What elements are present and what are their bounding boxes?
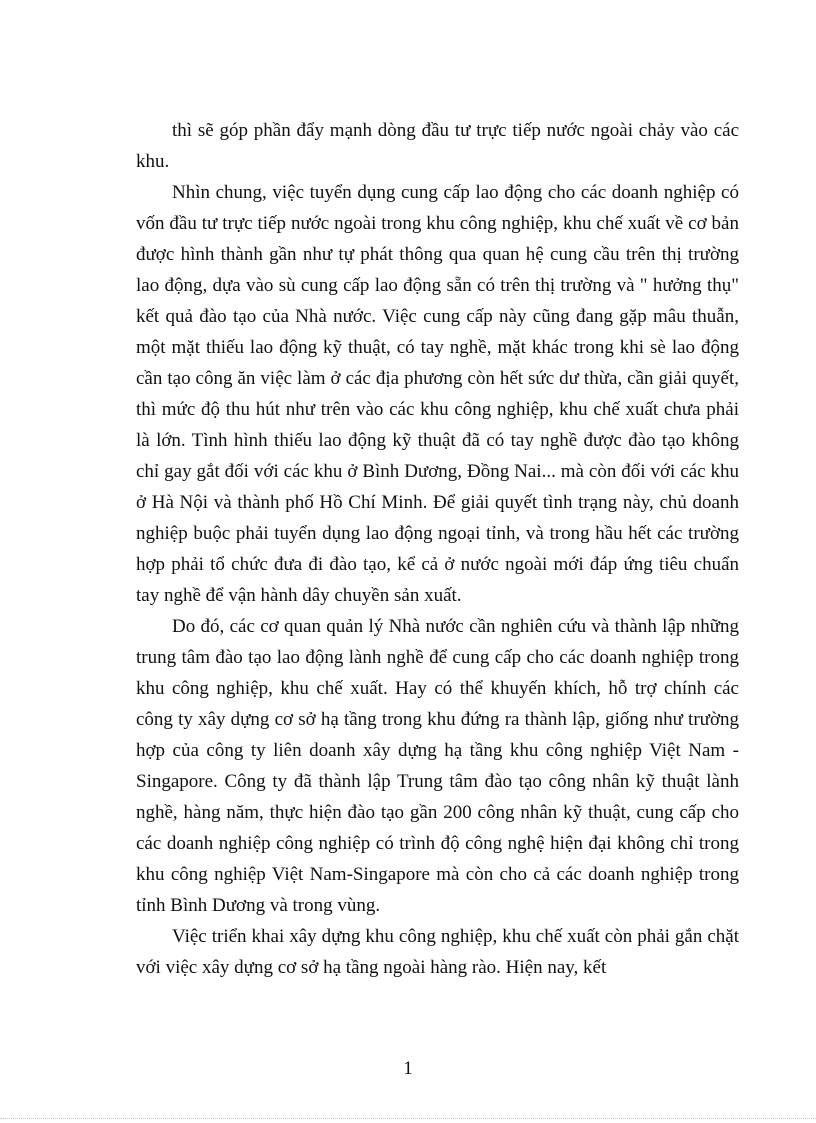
body-text [136, 115, 739, 983]
paragraph-training-centers: Do đó, các cơ quan quản lý Nhà nước cần nghiên cứu và thành lập những trung tâm đào tạo lao động lành nghề để cung cấp cho các doanh nghiệp trong khu công nghiệp, khu chế xuất. Hay có thể khuyến khích, hỗ trợ chính các công ty xây dựng cơ sở hạ tầng trong khu đứng ra thành lập, giống như trường hợp của công ty liên doanh xây dựng hạ tầng khu công nghiệp Việt Nam - Singapore. Công ty đã thành lập Trung tâm đào tạo công nhân kỹ thuật lành nghề, hàng năm, thực hiện đào tạo gần 200 công nhân kỹ thuật, cung cấp cho các doanh nghiệp công nghiệp có trình độ công nghệ hiện đại không chỉ trong khu công nghiệp Việt Nam-Singapore mà còn cho cả các doanh nghiệp trong tỉnh Bình Dương và trong vùng. [136, 616, 739, 916]
page-number: 1 [403, 1058, 413, 1079]
paragraph-infrastructure: Việc triển khai xây dựng khu công nghiệp, khu chế xuất còn phải gắn chặt với việc xây dựng cơ sở hạ tầng ngoài hàng rào. Hiện nay, kết [136, 926, 739, 978]
paragraph-labor-recruitment: Nhìn chung, việc tuyển dụng cung cấp lao động cho các doanh nghiệp có vốn đầu tư trực tiếp nước ngoài trong khu công nghiệp, khu chế xuất về cơ bản được hình thành gần như tự phát thông qua quan hệ cung cầu trên thị trường lao động, dựa vào sù cung cấp lao động sẵn có trên thị trường và " hưởng thụ" kết quả đào tạo của Nhà nước. Việc cung cấp này cũng đang gặp mâu thuẫn, một mặt thiếu lao động kỹ thuật, có tay nghề, mặt khác trong khi sè lao động cần tạo công ăn việc làm ở các địa phương còn hết sức dư thừa, cần giải quyết, thì mức độ thu hút như trên vào các khu công nghiệp, khu chế xuất chưa phải là lớn. Tình hình thiếu lao động kỹ thuật đã có tay nghề được đào tạo không chỉ gay gắt đối với các khu ở Bình Dương, Đồng Nai... mà còn đối với các khu ở Hà Nội và thành phố Hồ Chí Minh. Để giải quyết tình trạng này, chủ doanh nghiệp buộc phải tuyển dụng lao động ngoại tỉnh, và trong hầu hết các trường hợp phải tổ chức đưa đi đào tạo, kể cả ở nước ngoài mới đáp ứng tiêu chuẩn tay nghề để vận hành dây chuyền sản xuất. [136, 182, 739, 606]
page-edge-divider [0, 1118, 816, 1119]
paragraph-continuation: thì sẽ góp phần đẩy mạnh dòng đầu tư trực tiếp nước ngoài chảy vào các khu. [136, 120, 739, 172]
